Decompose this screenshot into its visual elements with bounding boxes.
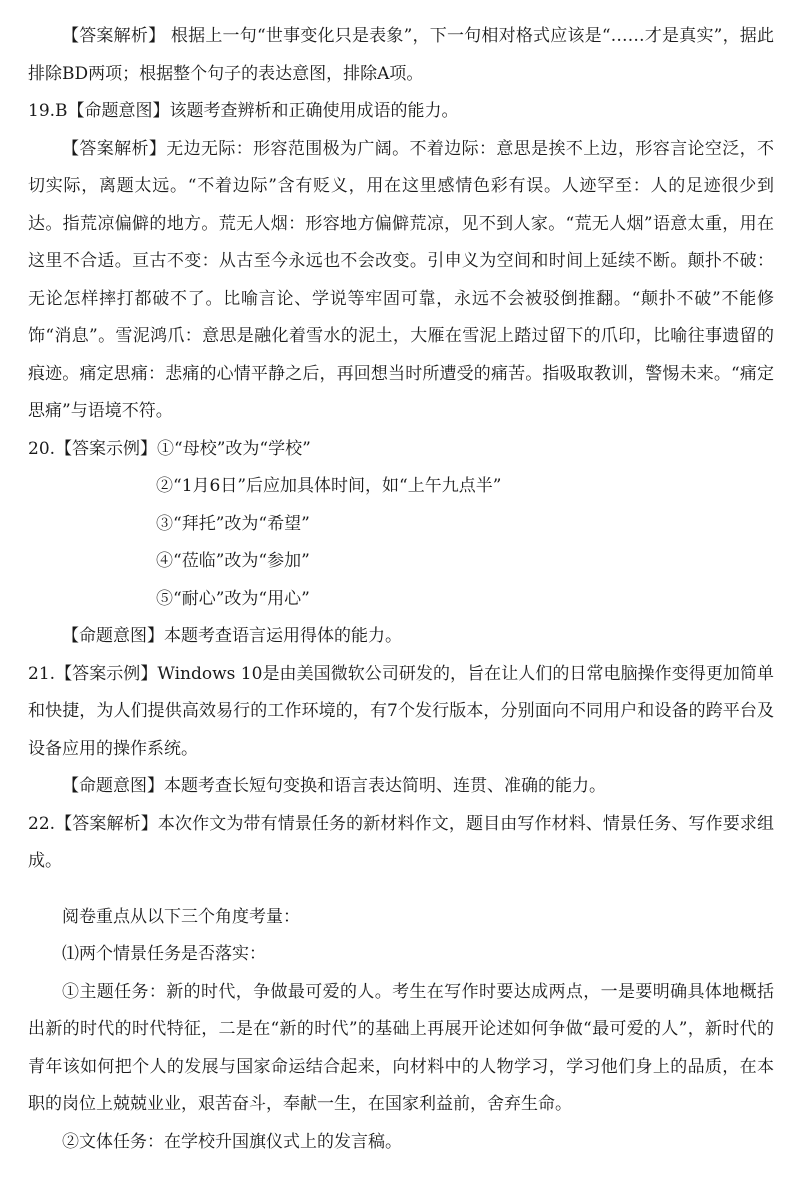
answer-analysis-19: 【答案解析】无边无际：形容范围极为广阔。不着边际：意思是挨不上边，形容言论空泛，不切实际，离题太远。“不着边际”含有贬义，用在这里感情色彩有误。人迹罕至：人的足迹很少到达。指荒凉偏僻的地方。荒无人烟：形容地方偏僻荒凉，见不到人家。“荒无人烟”语意太重，用在这里不合适。亘古不变：从古至今永远也不会改变。引申义为空间和时间上延续不断。颠扑不破：无论怎样摔打都破不了。比喻言论、学说等牢固可靠，永远不会被驳倒推翻。“颠扑不破”不能修饰“消息”。雪泥鸿爪：意思是融化着雪水的泥土，大雁在雪泥上踏过留下的爪印，比喻往事遗留的痕迹。痛定思痛：悲痛的心情平静之后，再回想当时所遭受的痛苦。指吸取教训，警惕未来。“痛定思痛”与语境不符。 <box>28 138 774 421</box>
grading-point-1: ⑴两个情景任务是否落实： <box>62 944 266 964</box>
question-20-example-5: ⑤“耐心”改为“用心” <box>156 588 310 609</box>
document-page <box>28 18 774 1161</box>
grading-focus-intro: 阅卷重点从以下三个角度考量： <box>62 906 300 927</box>
answer-analysis-18: 【答案解析】 根据上一句“世事变化只是表象”，下一句相对格式应该是“……才是真实”，据此排除BD两项；根据整个句子的表达意图，排除A项。 <box>28 26 774 84</box>
question-21-intent: 【命题意图】本题考查长短句变换和语言表达简明、连贯、准确的能力。 <box>62 776 606 796</box>
question-22-analysis: 22.【答案解析】本次作文为带有情景任务的新材料作文，题目由写作材料、情景任务、写作要求组成。 <box>28 813 774 871</box>
question-19-intent: 19.B【命题意图】该题考查辨析和正确使用成语的能力。 <box>28 101 459 121</box>
question-20-example-3: ③“拜托”改为“希望” <box>156 513 310 534</box>
topic-task: ①主题任务：新的时代，争做最可爱的人。考生在写作时要达成两点，一是要明确具体地概括出新的时代的时代特征，二是在“新的时代”的基础上再展开论述如何争做“最可爱的人”，新时代的青年该如何把个人的发展与国家命运结合起来，向材料中的人物学习，学习他们身上的品质，在本职的岗位上兢兢业业，艰苦奋斗，奉献一生，在国家利益前，舍弃生命。 <box>28 981 774 1114</box>
question-20-example-2: ②“1月6日”后应加具体时间，如“上午九点半” <box>156 476 502 496</box>
question-21-example: 21.【答案示例】Windows 10是由美国微软公司研发的，旨在让人们的日常电脑操作变得更加简单和快捷，为人们提供高效易行的工作环境的，有7个发行版本，分别面向不同用户和设备的跨平台及设备应用的操作系统。 <box>28 663 774 759</box>
genre-task: ②文体任务：在学校升国旗仪式上的发言稿。 <box>62 1131 402 1152</box>
question-20-example-1: 20.【答案示例】①“母校”改为“学校” <box>28 438 311 459</box>
question-20-example-4: ④“莅临”改为“参加” <box>156 551 310 571</box>
question-20-intent: 【命题意图】本题考查语言运用得体的能力。 <box>62 626 402 646</box>
